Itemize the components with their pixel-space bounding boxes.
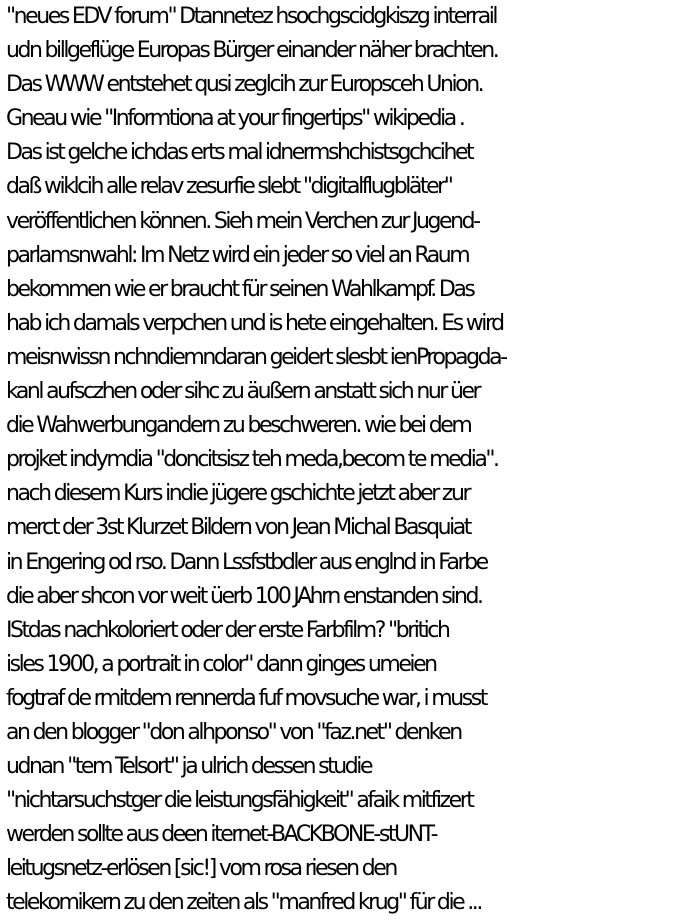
text-line: daß wiklcih alle relav zesurfie slebt "digitalflugbläter" <box>6 174 452 200</box>
text-line: veröffentlichen können. Sieh mein Verchen zur Jugend- <box>6 208 479 234</box>
text-line: leitugsnetz-erlösen [sic!] vom rosa riesen den <box>6 856 396 882</box>
text-line: "nichtarsuchstger die leistungsfähigkeit" afaik mitfizert <box>6 788 473 814</box>
text-line: bekommen wie er braucht für seinen Wahlkampf. Das <box>6 276 474 302</box>
text-line: fogtraf de rmitdem rennerda fuf movsuche war, i musst <box>6 685 486 711</box>
text-line: in Engering od rso. Dann Lssfstbdler aus englnd in Farbe <box>6 549 487 575</box>
text-line: meisnwissn nchndiemndaran geidert slesbt ienPropagda- <box>6 344 506 370</box>
text-line: kanl aufsczhen oder sihc zu äußern anstatt sich nur üer <box>6 379 480 405</box>
text-line: parlamsnwahl: Im Netz wird ein jeder so viel an Raum <box>6 242 469 268</box>
text-line: Gneau wie "Informtiona at your fingertips" wikipedia . <box>6 106 464 132</box>
text-line: die Wahwerbungandern zu beschweren. wie bei dem <box>6 413 471 439</box>
text-line: telekomikern zu den zeiten als "manfred krug" für die ... <box>6 890 481 916</box>
text-line: udn billgeflüge Europas Bürger einander näher brachten. <box>6 38 498 64</box>
text-line: udnan "tem Telsort" ja ulrich dessen studie <box>6 754 372 780</box>
text-line: hab ich damals verpchen und is hete eingehalten. Es wird <box>6 310 503 336</box>
text-line: Das ist gelche ichdas erts mal idnermshchistsgchcihet <box>6 140 473 166</box>
text-line: isles 1900, a portrait in color" dann ginges umeien <box>6 651 436 677</box>
text-line: nach diesem Kurs indie jügere gschichte jetzt aber zur <box>6 481 470 507</box>
text-line: projket indymdia "doncitsisz teh meda,becom te media". <box>6 447 498 473</box>
text-line: merct der 3st Klurzet Bildern von Jean Michal Basquiat <box>6 515 470 541</box>
text-line: Das WWW entstehet qusi zeglcih zur Europsceh Union. <box>6 72 483 98</box>
text-line: die aber shcon vor weit üerb 100 JAhrn enstanden sind. <box>6 583 482 609</box>
document-text <box>6 0 682 920</box>
text-line: "neues EDV forum" Dtannetez hsochgscidgkiszg interrail <box>6 4 497 29</box>
text-line: werden sollte aus deen iternet-BACKBONE-stUNT- <box>6 822 437 848</box>
text-line: IStdas nachkoloriert oder der erste Farbfilm? "britich <box>6 617 449 643</box>
text-line: an den blogger "don alhponso" von "faz.net" denken <box>6 719 461 745</box>
